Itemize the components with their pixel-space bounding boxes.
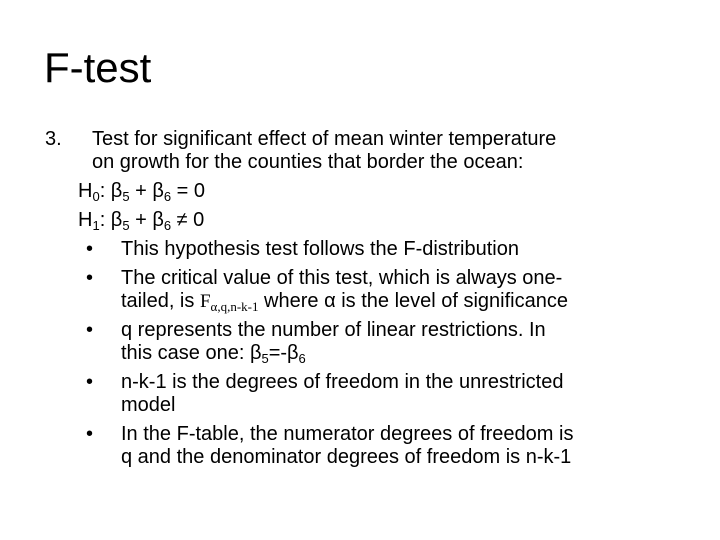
bullet-marker: • — [86, 423, 94, 445]
bullet-critical-value-line2: tailed, is $F_{\alpha,q,n-k-1}$ where α is the level of significance — [121, 290, 568, 314]
item-text-line2: on growth for the counties that border the ocean: — [92, 151, 524, 173]
bullet-marker: • — [86, 238, 94, 260]
bullet-critical-value-line1: The critical value of this test, which is always one- — [121, 267, 563, 289]
bullet-marker: • — [86, 267, 94, 289]
null-hypothesis: $H_0$: $\beta_5 + \beta_6 = 0$ — [78, 180, 205, 204]
item-number: 3. — [45, 128, 62, 150]
bullet-f-table-line2: q and the denominator degrees of freedom is n-k-1 — [121, 446, 572, 468]
slide-title: F-test — [44, 44, 152, 91]
bullet-restrictions-line1: q represents the number of linear restrictions. In — [121, 319, 546, 341]
bullet-f-distribution: This hypothesis test follows the F-distribution — [121, 238, 519, 260]
bullet-degrees-freedom-line2: model — [121, 394, 176, 416]
alternative-hypothesis: $H_1$: $\beta_5 + \beta_6 \ne 0$ — [78, 209, 205, 233]
bullet-marker: • — [86, 319, 94, 341]
bullet-f-table-line1: In the F-table, the numerator degrees of freedom is — [121, 423, 574, 445]
bullet-marker: • — [86, 371, 94, 393]
bullet-degrees-freedom-line1: n-k-1 is the degrees of freedom in the unrestricted — [121, 371, 564, 393]
item-text-line1: Test for significant effect of mean winter temperature — [92, 128, 557, 150]
bullet-restrictions-line2: this case one: $\beta_5=-\beta_6$ — [121, 342, 306, 366]
